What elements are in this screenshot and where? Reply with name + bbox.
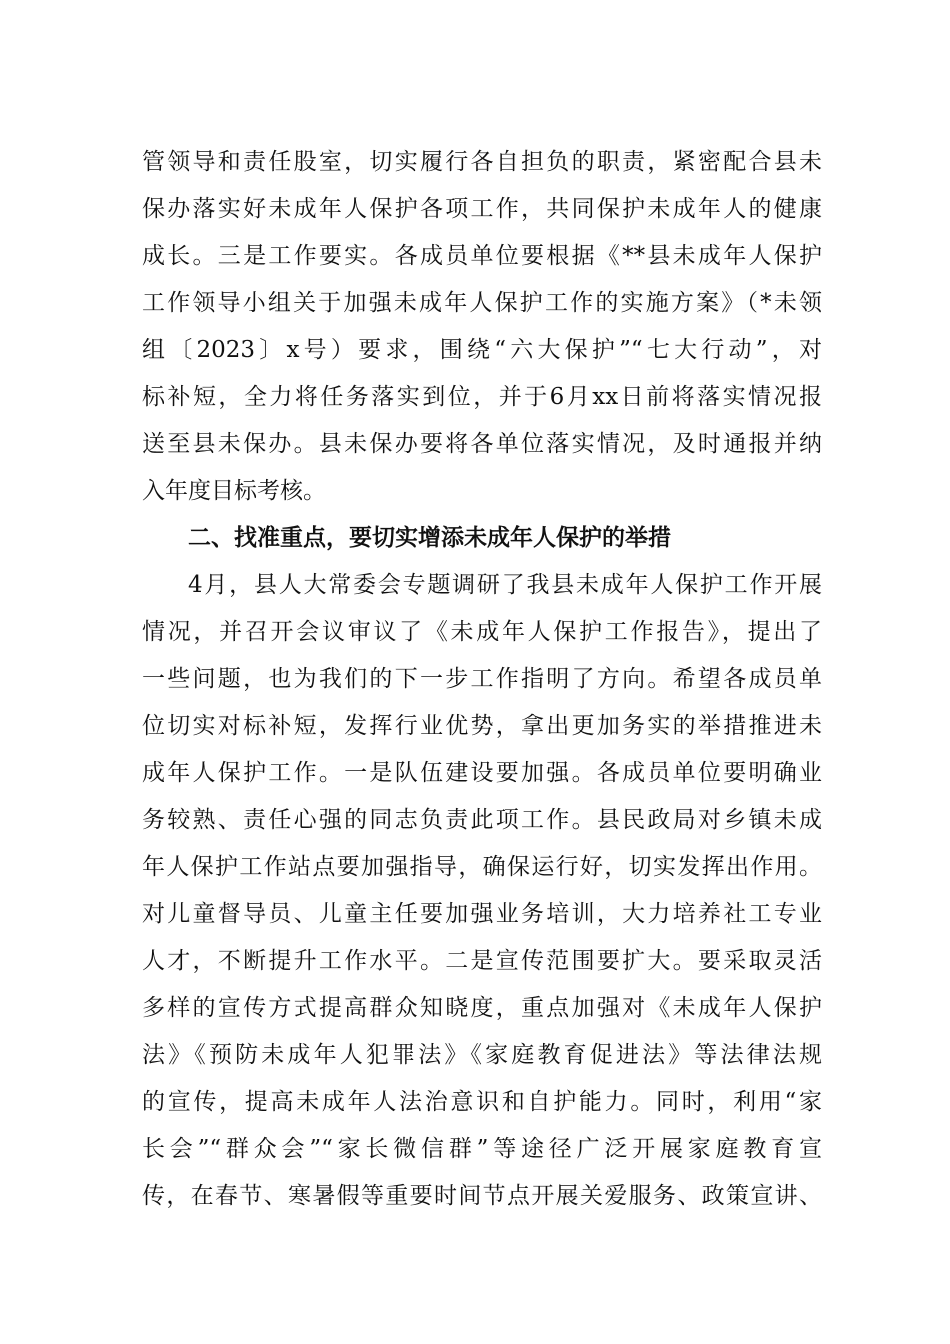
paragraph-line: 标补短，全力将任务落实到位，并于6月xx日前将落实情况报 (142, 384, 822, 410)
paragraph-line: 长会”“群众会”“家长微信群”等途径广泛开展家庭教育宣 (142, 1136, 822, 1162)
paragraph-line: 工作领导小组关于加强未成年人保护工作的实施方案》（*未领 (142, 290, 822, 316)
paragraph-line: 送至县未保办。县未保办要将各单位落实情况，及时通报并纳 (142, 431, 822, 457)
paragraph-line: 保办落实好未成年人保护各项工作，共同保护未成年人的健康 (142, 196, 822, 222)
paragraph-line: 组〔2023〕x号）要求，围绕“六大保护”“七大行动”，对 (142, 337, 822, 363)
paragraph-line: 情况，并召开会议审议了《未成年人保护工作报告》，提出了 (142, 619, 822, 645)
paragraph-line: 年人保护工作站点要加强指导，确保运行好，切实发挥出作用。 (142, 854, 822, 880)
paragraph-line: 务较熟、责任心强的同志负责此项工作。县民政局对乡镇未成 (142, 807, 822, 833)
paragraph-line: 成长。三是工作要实。各成员单位要根据《**县未成年人保护 (142, 243, 822, 269)
paragraph-line: 一些问题，也为我们的下一步工作指明了方向。希望各成员单 (142, 666, 822, 692)
paragraph-line: 法》《预防未成年人犯罪法》《家庭教育促进法》等法律法规 (142, 1042, 822, 1068)
section-heading: 二、找准重点，要切实增添未成年人保护的举措 (188, 525, 671, 551)
paragraph-line: 入年度目标考核。 (142, 478, 326, 504)
paragraph-line: 对儿童督导员、儿童主任要加强业务培训，大力培养社工专业 (142, 901, 822, 927)
paragraph-line: 管领导和责任股室，切实履行各自担负的职责，紧密配合县未 (142, 149, 822, 175)
paragraph-line: 位切实对标补短，发挥行业优势，拿出更加务实的举措推进未 (142, 713, 822, 739)
paragraph-line: 传，在春节、寒暑假等重要时间节点开展关爱服务、政策宣讲、 (142, 1183, 822, 1209)
paragraph-line: 的宣传，提高未成年人法治意识和自护能力。同时，利用“家 (142, 1089, 822, 1115)
paragraph-line: 4月，县人大常委会专题调研了我县未成年人保护工作开展 (188, 572, 822, 598)
paragraph-line: 多样的宣传方式提高群众知晓度，重点加强对《未成年人保护 (142, 995, 822, 1021)
paragraph-line: 人才，不断提升工作水平。二是宣传范围要扩大。要采取灵活 (142, 948, 822, 974)
paragraph-line: 成年人保护工作。一是队伍建设要加强。各成员单位要明确业 (142, 760, 822, 786)
